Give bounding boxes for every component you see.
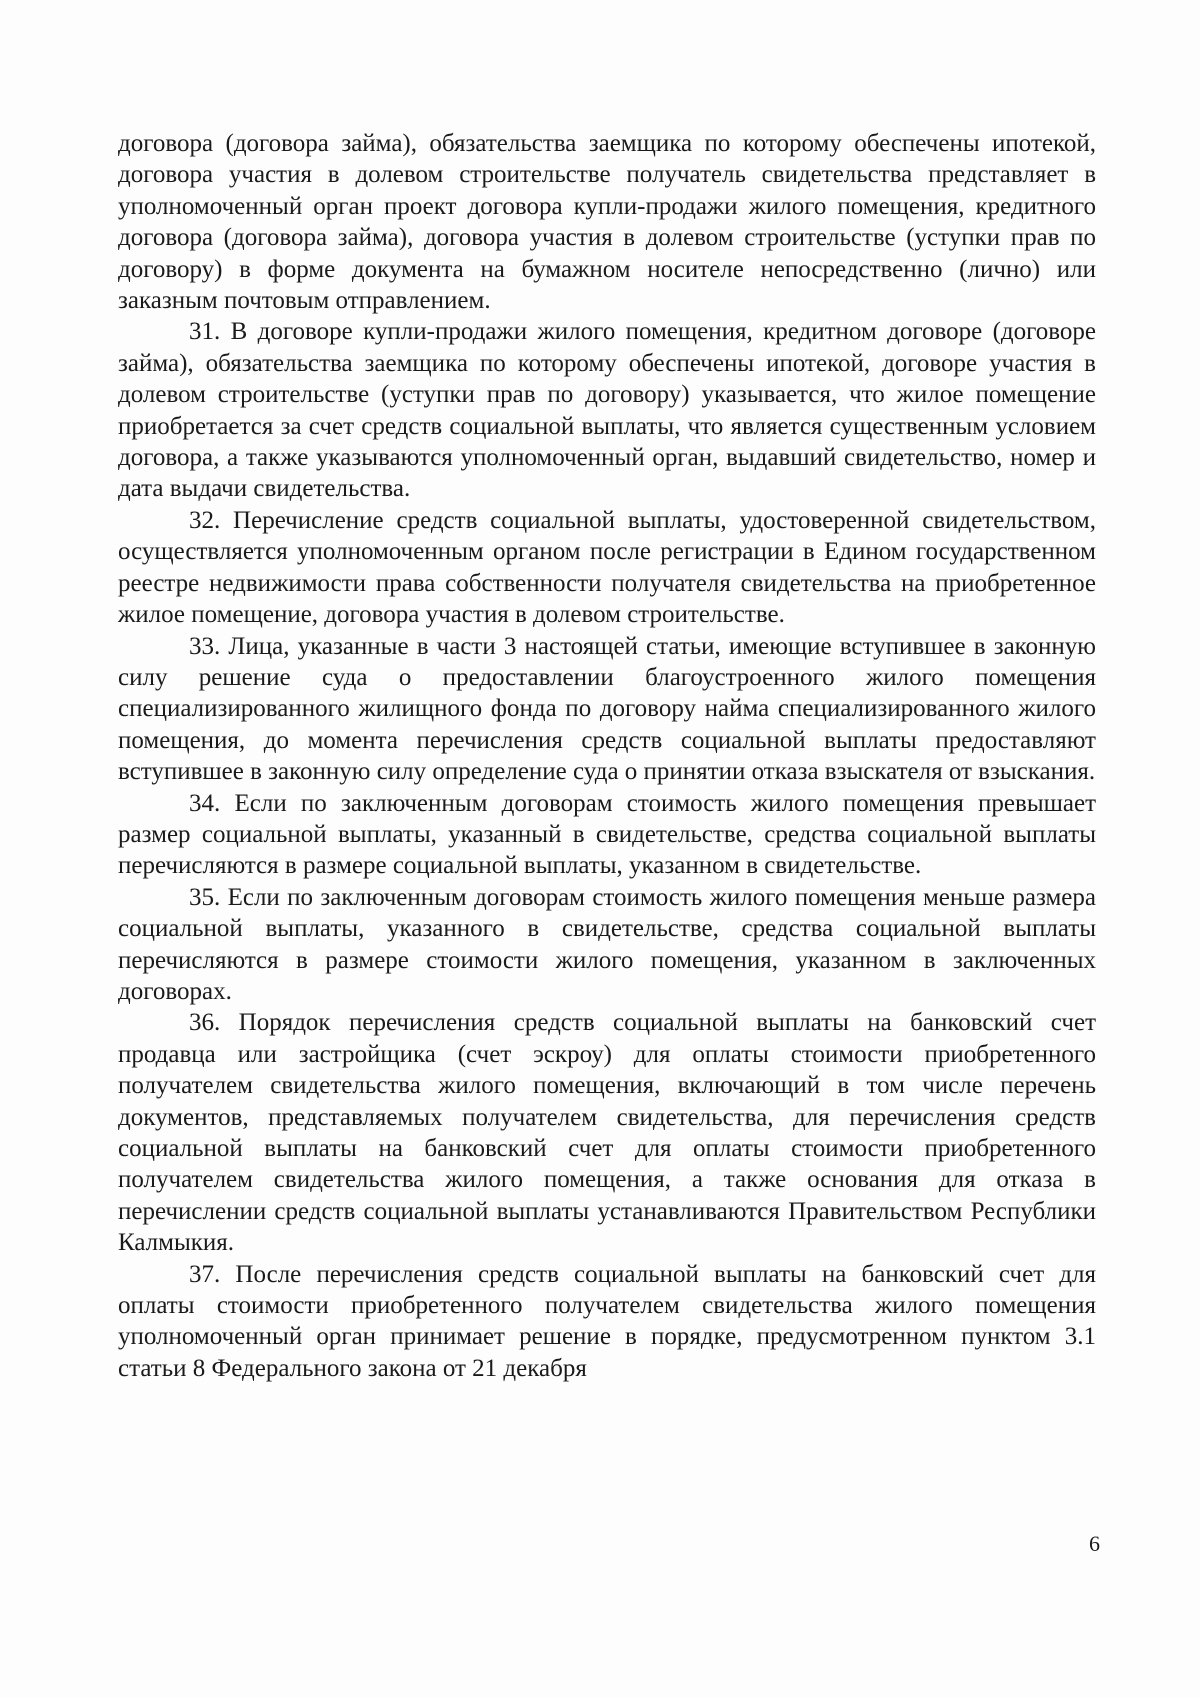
paragraph-37: 37. После перечисления средств социальной выплаты на банковский счет для оплаты стоимости приобретенного получателем свидетельства жилого помещения уполномоченный орган принимает решение в порядке, предусмотренном пунктом 3.1 статьи 8 Федерального закона от 21 декабря (118, 1260, 1096, 1382)
paragraph-35: 35. Если по заключенным договорам стоимость жилого помещения меньше размера социальной выплаты, указанного в свидетельстве, средства социальной выплаты перечисляются в размере стоимости жилого помещения, указанном в заключенных договорах. (118, 883, 1096, 1005)
page-number: 6 (1089, 1531, 1100, 1556)
paragraph-continuation: договора (договора займа), обязательства заемщика по которому обеспечены ипотекой, договора участия в долевом строительстве получатель свидетельства представляет в уполномоченный орган проект договора купли-продажи жилого помещения, кредитного договора (договора займа), договора участия в долевом строительстве (уступки прав по договору) в форме документа на бумажном носителе непосредственно (лично) или заказным почтовым отправлением. (118, 130, 1096, 315)
paragraph-33: 33. Лица, указанные в части 3 настоящей статьи, имеющие вступившее в законную силу решение суда о предоставлении благоустроенного жилого помещения специализированного жилищного фонда по договору найма специализированного жилого помещения, до момента перечисления средств социальной выплаты предоставляют вступившее в законную силу определение суда о принятии отказа взыскателя от взыскания. (118, 632, 1096, 786)
document-body (118, 128, 1096, 1384)
paragraph-36: 36. Порядок перечисления средств социальной выплаты на банковский счет продавца или застройщика (счет эскроу) для оплаты стоимости приобретенного получателем свидетельства жилого помещения, включающий в том числе перечень документов, представляемых получателем свидетельства, для перечисления средств социальной выплаты на банковский счет для оплаты стоимости приобретенного получателем свидетельства жилого помещения, а также основания для отказа в перечислении средств социальной выплаты устанавливаются Правительством Республики Калмыкия. (118, 1009, 1096, 1257)
paragraph-31: 31. В договоре купли-продажи жилого помещения, кредитном договоре (договоре займа), обязательства заемщика по которому обеспечены ипотекой, договоре участия в долевом строительстве (уступки прав по договору) указывается, что жилое помещение приобретается за счет средств социальной выплаты, что является существенным условием договора, а также указываются уполномоченный орган, выдавший свидетельство, номер и дата выдачи свидетельства. (118, 318, 1096, 503)
paragraph-32: 32. Перечисление средств социальной выплаты, удостоверенной свидетельством, осуществляется уполномоченным органом после регистрации в Едином государственном реестре недвижимости права собственности получателя свидетельства на приобретенное жилое помещение, договора участия в долевом строительстве. (118, 506, 1096, 629)
paragraph-34: 34. Если по заключенным договорам стоимость жилого помещения превышает размер социальной выплаты, указанный в свидетельстве, средства социальной выплаты перечисляются в размере социальной выплаты, указанном в свидетельстве. (118, 789, 1096, 880)
